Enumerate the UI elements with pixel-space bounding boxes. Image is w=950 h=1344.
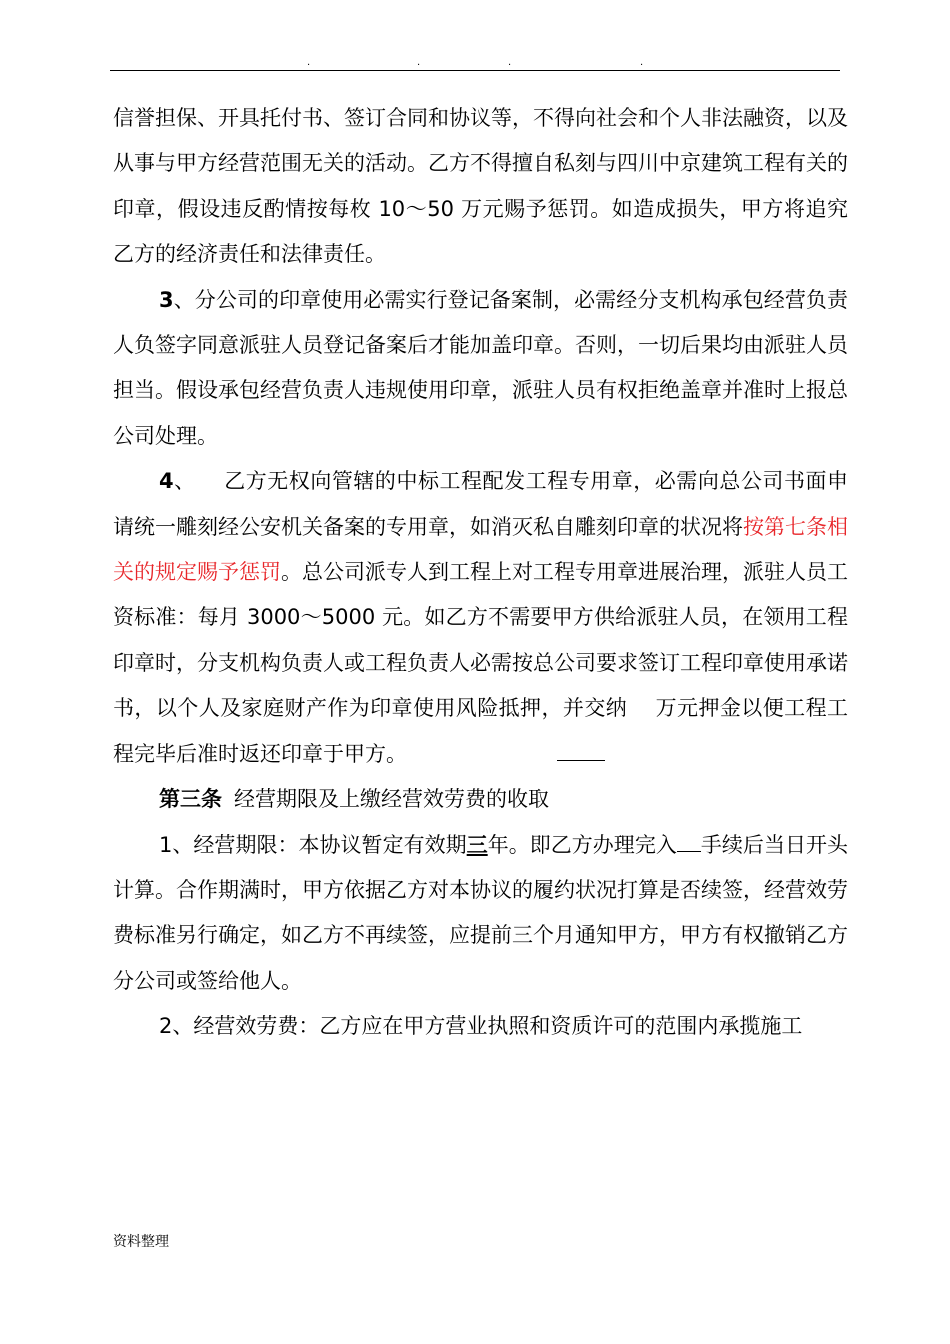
term-text: 年。即乙方办理完入 (487, 832, 677, 857)
term-text: 手续后当日开头计算。合作期满时，甲方依据乙方对本协议的履约状况打算是否续签，经营效劳费标准另行确定，如乙方不再续签，应提前三个月通知甲方，甲方有权撤销乙方分公司或签给他人。 (113, 832, 849, 993)
header-dot: . (417, 57, 421, 68)
footer-label: 资料整理 (113, 1234, 169, 1250)
paragraph-continuation: 信誉担保、开具托付书、签订合同和协议等，不得向社会和个人非法融资，以及从事与甲方经营范围无关的活动。乙方不得擅自私刻与四川中京建筑工程有关的印章，假设违反酌情按每枚 10～50 万元赐予惩罚。如造成损失，甲方将追究乙方的经济责任和法律责任。 (113, 106, 848, 267)
clause-separator: 、 (173, 469, 196, 494)
document-body (113, 96, 848, 1050)
header-dot: . (307, 57, 311, 68)
procedure-blank (677, 831, 701, 852)
header-dot: . (640, 57, 644, 68)
clause-number: 3 (159, 287, 174, 312)
clause-number: 4 (159, 469, 174, 494)
paragraph-service-fee: 2、经营效劳费：乙方应在甲方营业执照和资质许可的范围内承揽施工 (159, 1014, 803, 1039)
paragraph-clause-3 (113, 278, 848, 460)
header-rule (110, 70, 840, 71)
paragraph-clause-4 (113, 459, 848, 777)
term-text: 1、经营期限：本协议暂定有效期 (159, 832, 467, 857)
article-number: 第三条 (159, 787, 222, 812)
clause-text: 。总公司派专人到工程上对工程专用章进展治理，派驻人员工资标准：每月 3000～5000 元。如乙方不需要甲方供给派驻人员，在领用工程印章时，分支机构负责人或工程负责人必需按总公司要求签订工程印章使用承诺书，以个人及家庭财产作为印章使用风险抵押，并交纳 (113, 560, 848, 721)
highlighted-reference: 按第七条相关的规定赐予惩罚 (113, 514, 848, 585)
paragraph-term (113, 823, 848, 1005)
header-dot: . (508, 57, 512, 68)
term-years: 三 (466, 832, 488, 857)
article-heading (113, 777, 848, 822)
article-title: 经营期限及上缴经营效劳费的收取 (234, 787, 549, 812)
clause-text: 万元押金以便工程工程完毕后准时返还印章于甲方。 (113, 696, 849, 766)
clause-text: 、分公司的印章使用必需实行登记备案制，必需经分支机构承包经营负责人负签字同意派驻人员登记备案后才能加盖印章。否则，一切后果均由派驻人员担当。假设承包经营负责人违规使用印章，派驻人员有权拒绝盖章并准时上报总公司处理。 (113, 287, 848, 448)
trailing-blank-line (557, 740, 605, 761)
clause-text: 乙方无权向管辖的中标工程配发工程专用章，必需向总公司书面申请统一雕刻经公安机关备案的专用章，如消灭私自雕刻印章的状况将 (113, 469, 849, 539)
